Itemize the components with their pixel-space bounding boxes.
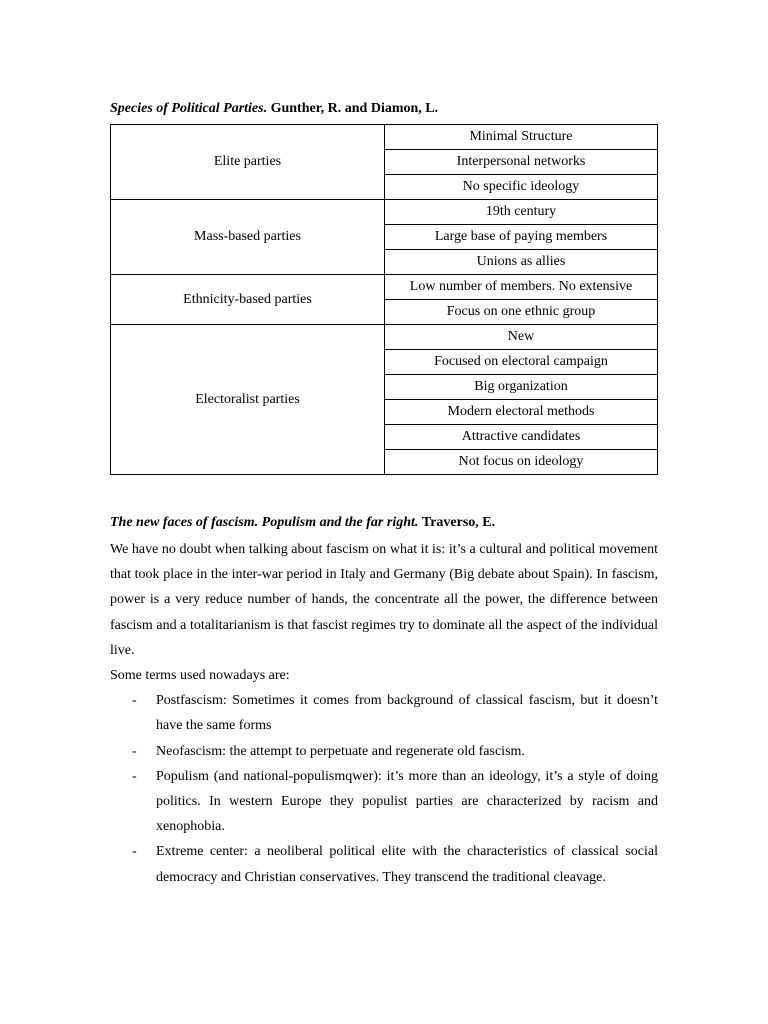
section-authors: Traverso, E. bbox=[421, 515, 496, 530]
table-row bbox=[111, 275, 658, 300]
bullet-dash: - bbox=[132, 844, 137, 860]
table-row bbox=[111, 125, 658, 150]
section-title: Species of Political Parties. bbox=[110, 101, 268, 116]
party-feature-cell: Large base of paying members bbox=[385, 225, 658, 250]
list-item bbox=[110, 688, 658, 738]
terms-intro: Some terms used nowadays are: bbox=[110, 668, 290, 684]
bullet-dash: - bbox=[132, 743, 137, 759]
party-category-cell: Electoralist parties bbox=[111, 325, 385, 475]
party-feature-cell: Focus on one ethnic group bbox=[385, 300, 658, 325]
party-category-cell: Elite parties bbox=[111, 125, 385, 200]
bullet-dash: - bbox=[132, 768, 137, 784]
section-title: The new faces of fascism. Populism and the far right. bbox=[110, 515, 419, 530]
party-feature-cell: New bbox=[385, 325, 658, 350]
term-text: Extreme center: a neoliberal political elite with the characteristics of classical social democracy and Christian conservatives. They transcend the traditional cleavage. bbox=[156, 844, 658, 885]
party-species-table bbox=[110, 124, 658, 475]
party-feature-cell: Big organization bbox=[385, 375, 658, 400]
table-row bbox=[111, 200, 658, 225]
list-item bbox=[110, 839, 658, 889]
section-heading-species bbox=[110, 100, 658, 118]
section-body bbox=[110, 537, 658, 890]
party-category-cell: Mass-based parties bbox=[111, 200, 385, 275]
party-feature-cell: Interpersonal networks bbox=[385, 150, 658, 175]
section-heading-fascism bbox=[110, 514, 658, 532]
party-feature-cell: Minimal Structure bbox=[385, 125, 658, 150]
body-paragraph: We have no doubt when talking about fascism on what it is: it’s a cultural and political movement that took place in the inter-war period in Italy and Germany (Big debate about Spain). In fascism, power is a very reduce number of hands, the concentrate all the power, the difference between fascism and a totalitarianism is that fascist regimes try to dominate all the aspect of the individual live. bbox=[110, 542, 658, 658]
party-feature-cell: Unions as allies bbox=[385, 250, 658, 275]
list-item bbox=[110, 764, 658, 840]
list-item bbox=[110, 739, 658, 764]
term-text: Neofascism: the attempt to perpetuate and regenerate old fascism. bbox=[156, 743, 525, 759]
party-feature-cell: Low number of members. No extensive bbox=[385, 275, 658, 300]
party-feature-cell: 19th century bbox=[385, 200, 658, 225]
section-authors: Gunther, R. and Diamon, L. bbox=[270, 101, 439, 116]
party-feature-cell: Modern electoral methods bbox=[385, 400, 658, 425]
party-feature-cell: Attractive candidates bbox=[385, 425, 658, 450]
party-feature-cell: Focused on electoral campaign bbox=[385, 350, 658, 375]
party-feature-cell: Not focus on ideology bbox=[385, 450, 658, 475]
term-text: Postfascism: Sometimes it comes from background of classical fascism, but it doesn’t have the same forms bbox=[156, 693, 658, 734]
table-row bbox=[111, 325, 658, 350]
party-category-cell: Ethnicity-based parties bbox=[111, 275, 385, 325]
term-text: Populism (and national-populismqwer): it’s more than an ideology, it’s a style of doing politics. In western Europe they populist parties are characterized by racism and xenophobia. bbox=[156, 768, 658, 835]
party-feature-cell: No specific ideology bbox=[385, 175, 658, 200]
bullet-dash: - bbox=[132, 693, 137, 709]
terms-list bbox=[110, 688, 658, 890]
